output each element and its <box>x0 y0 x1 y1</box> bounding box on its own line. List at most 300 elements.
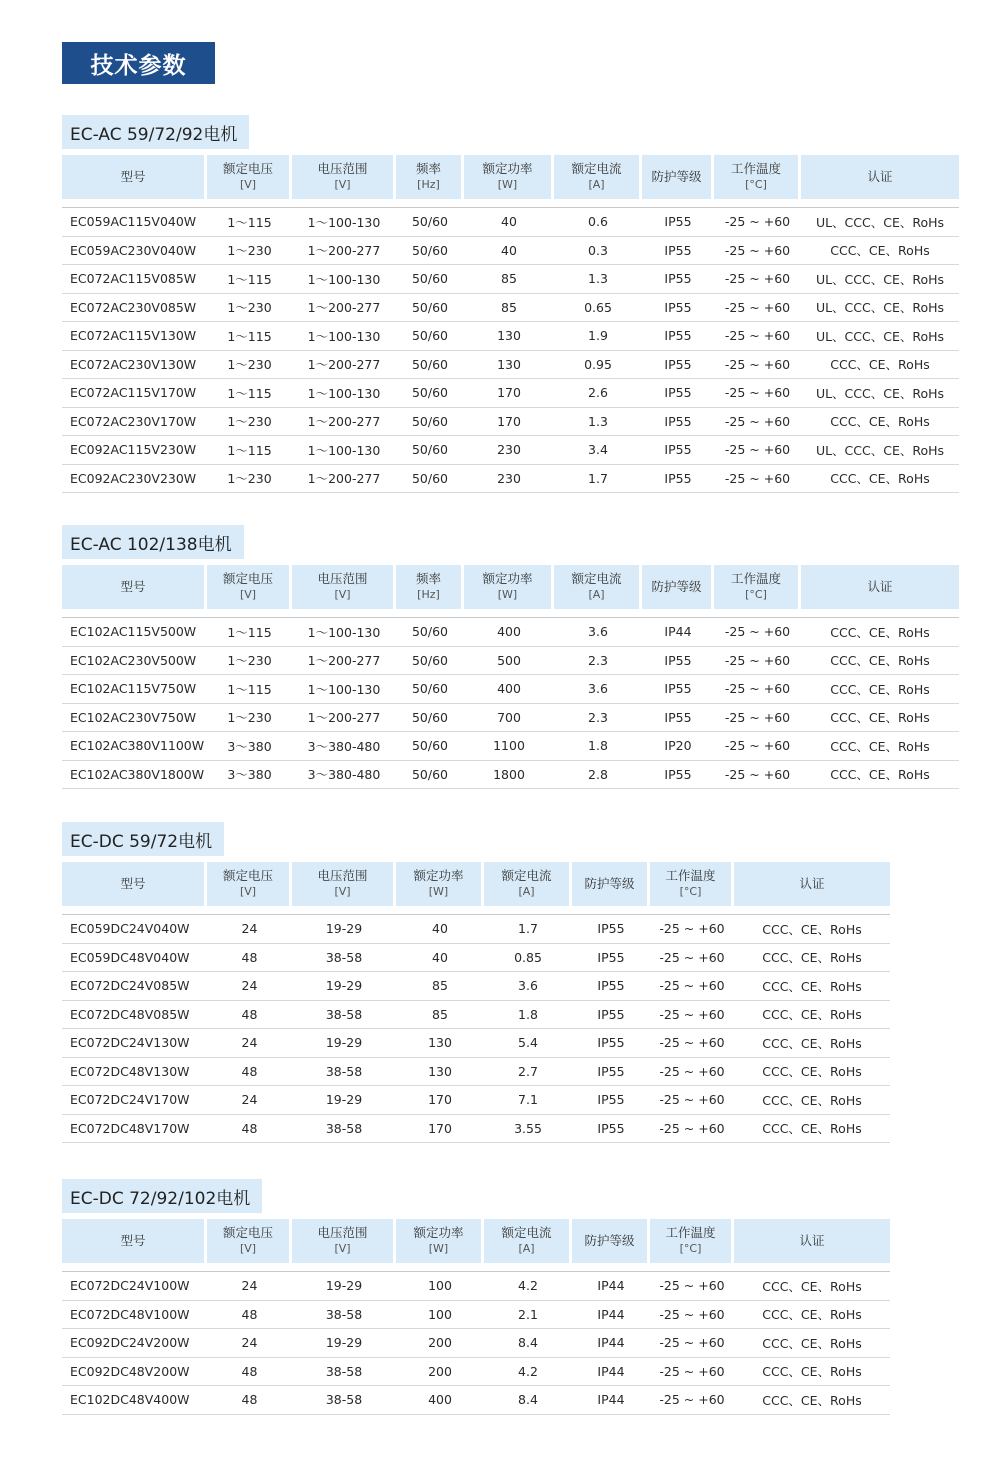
column-header-label: 电压范围 <box>317 161 368 176</box>
table-cell: IP44 <box>642 618 714 647</box>
model-cell: EC072DC48V130W <box>62 1058 207 1087</box>
column-header <box>572 862 650 906</box>
table-cell: IP44 <box>572 1329 650 1358</box>
table-cell: 85 <box>396 1001 484 1030</box>
table-cell: -25 ~ +60 <box>714 408 801 437</box>
table-cell: 1～230 <box>207 704 292 733</box>
spec-table <box>62 862 890 1143</box>
table-cell: 19-29 <box>292 1329 396 1358</box>
table-row <box>62 1058 890 1087</box>
table-cell: 38-58 <box>292 944 396 973</box>
table-row <box>62 408 959 437</box>
table-cell: CCC、CE、RoHs <box>734 1058 890 1087</box>
table-cell: 1～100-130 <box>292 436 396 465</box>
table-row <box>62 732 959 761</box>
column-header <box>292 565 396 609</box>
column-header-label: 工作温度 <box>665 1225 716 1240</box>
table-row <box>62 944 890 973</box>
table-cell: 85 <box>396 972 484 1001</box>
section-ec-dc-59-72 <box>62 822 890 1143</box>
column-header <box>396 155 464 199</box>
table-cell: 1.9 <box>554 322 642 351</box>
table-cell: CCC、CE、RoHs <box>734 1029 890 1058</box>
column-header-unit: [Hz] <box>417 178 440 191</box>
column-header-label: 工作温度 <box>665 868 716 883</box>
table-cell: IP44 <box>572 1301 650 1330</box>
column-header-label: 额定功率 <box>482 161 533 176</box>
column-header <box>62 862 207 906</box>
column-header-label: 防护等级 <box>651 169 702 184</box>
table-cell: IP55 <box>572 1086 650 1115</box>
table-cell: -25 ~ +60 <box>714 294 801 323</box>
table-cell: -25 ~ +60 <box>650 972 734 1001</box>
column-header-unit: [W] <box>497 588 518 601</box>
table-cell: CCC、CE、RoHs <box>801 732 959 761</box>
table-cell: 400 <box>396 1386 484 1415</box>
column-header-label: 额定功率 <box>482 571 533 586</box>
table-row <box>62 1386 890 1415</box>
model-cell: EC072AC230V085W <box>62 294 207 323</box>
column-header-unit: [W] <box>428 885 449 898</box>
table-cell: 50/60 <box>396 351 464 380</box>
table-cell: 2.1 <box>484 1301 572 1330</box>
column-header <box>396 565 464 609</box>
table-cell: 500 <box>464 647 554 676</box>
table-cell: 0.85 <box>484 944 572 973</box>
table-cell: IP55 <box>572 1029 650 1058</box>
spec-table <box>62 155 959 493</box>
table-cell: CCC、CE、RoHs <box>801 761 959 790</box>
table-cell: 24 <box>207 972 292 1001</box>
table-cell: 170 <box>396 1086 484 1115</box>
model-cell: EC072DC48V170W <box>62 1115 207 1144</box>
column-header-label: 防护等级 <box>584 876 635 891</box>
table-cell: 8.4 <box>484 1386 572 1415</box>
table-cell: 1～100-130 <box>292 265 396 294</box>
column-header <box>464 155 554 199</box>
table-row <box>62 915 890 944</box>
table-cell: IP55 <box>642 351 714 380</box>
column-header <box>207 565 292 609</box>
model-cell: EC072DC48V100W <box>62 1301 207 1330</box>
table-cell: CCC、CE、RoHs <box>801 351 959 380</box>
table-cell: 1～200-277 <box>292 704 396 733</box>
table-row <box>62 1029 890 1058</box>
model-cell: EC059DC48V040W <box>62 944 207 973</box>
table-cell: 4.2 <box>484 1358 572 1387</box>
column-header-unit: [V] <box>239 1242 257 1255</box>
table-cell: 8.4 <box>484 1329 572 1358</box>
header-spacer <box>62 609 959 618</box>
table-row <box>62 1329 890 1358</box>
section-title: EC-AC 59/72/92电机 <box>62 115 249 149</box>
table-cell: 50/60 <box>396 208 464 237</box>
column-header <box>801 565 959 609</box>
table-cell: 1～200-277 <box>292 465 396 494</box>
table-cell: 1.3 <box>554 265 642 294</box>
table-cell: 1～230 <box>207 465 292 494</box>
table-cell: 1～200-277 <box>292 237 396 266</box>
column-header-label: 认证 <box>799 876 825 891</box>
table-cell: -25 ~ +60 <box>714 761 801 790</box>
table-cell: 3～380-480 <box>292 732 396 761</box>
column-header-label: 型号 <box>120 1233 146 1248</box>
table-cell: 1～115 <box>207 208 292 237</box>
table-cell: CCC、CE、RoHs <box>801 408 959 437</box>
column-header-unit: [V] <box>239 178 257 191</box>
model-cell: EC092DC24V200W <box>62 1329 207 1358</box>
table-cell: 50/60 <box>396 265 464 294</box>
section-title: EC-DC 59/72电机 <box>62 822 224 856</box>
table-cell: 50/60 <box>396 408 464 437</box>
table-row <box>62 237 959 266</box>
table-cell: 400 <box>464 618 554 647</box>
table-cell: 48 <box>207 1358 292 1387</box>
table-cell: 200 <box>396 1358 484 1387</box>
table-cell: 0.95 <box>554 351 642 380</box>
table-cell: 4.2 <box>484 1272 572 1301</box>
table-cell: CCC、CE、RoHs <box>801 465 959 494</box>
column-header <box>572 1219 650 1263</box>
table-cell: IP55 <box>642 294 714 323</box>
table-cell: IP55 <box>572 1115 650 1144</box>
table-cell: 48 <box>207 1058 292 1087</box>
column-header <box>292 1219 396 1263</box>
column-header-unit: [°C] <box>745 588 767 601</box>
model-cell: EC092AC230V230W <box>62 465 207 494</box>
column-header <box>207 1219 292 1263</box>
table-cell: CCC、CE、RoHs <box>801 704 959 733</box>
table-cell: 1100 <box>464 732 554 761</box>
table-cell: IP55 <box>572 1001 650 1030</box>
table-row <box>62 675 959 704</box>
column-header <box>484 1219 572 1263</box>
table-cell: 0.6 <box>554 208 642 237</box>
column-header <box>650 1219 734 1263</box>
table-cell: 19-29 <box>292 1086 396 1115</box>
section-title: EC-AC 102/138电机 <box>62 525 244 559</box>
table-cell: 1.8 <box>484 1001 572 1030</box>
column-header <box>650 862 734 906</box>
table-cell: 38-58 <box>292 1301 396 1330</box>
table-cell: IP55 <box>642 465 714 494</box>
table-cell: CCC、CE、RoHs <box>801 618 959 647</box>
spacer-cell <box>62 906 890 915</box>
column-header <box>554 155 642 199</box>
table-row <box>62 1301 890 1330</box>
table-cell: 40 <box>396 944 484 973</box>
table-cell: 40 <box>464 237 554 266</box>
table-cell: 1～230 <box>207 647 292 676</box>
table-cell: -25 ~ +60 <box>650 1115 734 1144</box>
table-cell: -25 ~ +60 <box>714 322 801 351</box>
column-header-unit: [A] <box>588 588 605 601</box>
table-row <box>62 465 959 494</box>
table-cell: 1～100-130 <box>292 322 396 351</box>
table-row <box>62 1358 890 1387</box>
column-header <box>62 565 207 609</box>
table-cell: 1～230 <box>207 351 292 380</box>
column-header-unit: [A] <box>588 178 605 191</box>
table-cell: -25 ~ +60 <box>650 1386 734 1415</box>
table-cell: IP55 <box>572 915 650 944</box>
column-header-label: 额定电流 <box>501 868 552 883</box>
table-cell: 40 <box>464 208 554 237</box>
column-header-label: 频率 <box>415 161 441 176</box>
table-cell: 50/60 <box>396 237 464 266</box>
table-cell: UL、CCC、CE、RoHs <box>801 208 959 237</box>
section-title: EC-DC 72/92/102电机 <box>62 1179 262 1213</box>
table-cell: -25 ~ +60 <box>714 265 801 294</box>
table-cell: 1～100-130 <box>292 618 396 647</box>
table-cell: CCC、CE、RoHs <box>734 915 890 944</box>
table-cell: 3～380 <box>207 761 292 790</box>
table-cell: 19-29 <box>292 915 396 944</box>
table-cell: UL、CCC、CE、RoHs <box>801 436 959 465</box>
column-header-unit: [W] <box>428 1242 449 1255</box>
table-cell: 700 <box>464 704 554 733</box>
table-cell: IP44 <box>572 1272 650 1301</box>
table-cell: -25 ~ +60 <box>650 915 734 944</box>
column-header <box>484 862 572 906</box>
table-cell: 48 <box>207 944 292 973</box>
table-row <box>62 1115 890 1144</box>
table-cell: -25 ~ +60 <box>714 436 801 465</box>
column-header <box>801 155 959 199</box>
table-cell: 3～380-480 <box>292 761 396 790</box>
table-cell: -25 ~ +60 <box>650 1272 734 1301</box>
column-header-unit: [°C] <box>745 178 767 191</box>
table-cell: -25 ~ +60 <box>650 1058 734 1087</box>
spec-table <box>62 565 959 789</box>
column-header-label: 防护等级 <box>651 579 702 594</box>
table-cell: 1～200-277 <box>292 294 396 323</box>
table-cell: -25 ~ +60 <box>650 1086 734 1115</box>
table-cell: UL、CCC、CE、RoHs <box>801 322 959 351</box>
column-header-label: 认证 <box>799 1233 825 1248</box>
table-cell: -25 ~ +60 <box>650 1301 734 1330</box>
table-cell: -25 ~ +60 <box>714 465 801 494</box>
table-cell: CCC、CE、RoHs <box>734 1086 890 1115</box>
table-cell: 3.6 <box>484 972 572 1001</box>
table-cell: 50/60 <box>396 618 464 647</box>
table-cell: IP44 <box>572 1358 650 1387</box>
table-cell: 2.3 <box>554 704 642 733</box>
table-cell: 1～200-277 <box>292 351 396 380</box>
model-cell: EC102AC115V500W <box>62 618 207 647</box>
column-header <box>464 565 554 609</box>
table-cell: 2.7 <box>484 1058 572 1087</box>
table-cell: 38-58 <box>292 1058 396 1087</box>
table-cell: 1～100-130 <box>292 208 396 237</box>
table-cell: CCC、CE、RoHs <box>734 1272 890 1301</box>
table-cell: CCC、CE、RoHs <box>801 675 959 704</box>
section-ec-ac-102-138 <box>62 525 959 789</box>
column-header-label: 额定功率 <box>413 1225 464 1240</box>
table-row <box>62 1001 890 1030</box>
model-cell: EC059AC230V040W <box>62 237 207 266</box>
table-cell: 48 <box>207 1115 292 1144</box>
table-row <box>62 265 959 294</box>
table-cell: 1800 <box>464 761 554 790</box>
column-header-unit: [A] <box>518 885 535 898</box>
spacer-cell <box>62 609 959 618</box>
table-cell: 100 <box>396 1272 484 1301</box>
table-cell: 50/60 <box>396 732 464 761</box>
table-cell: 24 <box>207 1272 292 1301</box>
table-cell: 85 <box>464 294 554 323</box>
column-header-label: 额定电流 <box>501 1225 552 1240</box>
column-header-label: 额定电压 <box>222 161 273 176</box>
table-cell: CCC、CE、RoHs <box>734 1001 890 1030</box>
table-row <box>62 208 959 237</box>
model-cell: EC059DC24V040W <box>62 915 207 944</box>
table-cell: 1～200-277 <box>292 647 396 676</box>
model-cell: EC072AC230V170W <box>62 408 207 437</box>
table-cell: 3～380 <box>207 732 292 761</box>
table-cell: CCC、CE、RoHs <box>734 1115 890 1144</box>
table-cell: IP44 <box>572 1386 650 1415</box>
table-cell: 0.3 <box>554 237 642 266</box>
table-cell: 130 <box>464 351 554 380</box>
table-cell: 50/60 <box>396 761 464 790</box>
table-cell: 130 <box>396 1029 484 1058</box>
table-cell: -25 ~ +60 <box>714 732 801 761</box>
table-cell: 1～100-130 <box>292 675 396 704</box>
model-cell: EC059AC115V040W <box>62 208 207 237</box>
column-header <box>554 565 642 609</box>
column-header <box>714 565 801 609</box>
column-header-unit: [°C] <box>679 885 702 898</box>
column-header-label: 认证 <box>867 169 893 184</box>
column-header-label: 额定电压 <box>222 1225 273 1240</box>
model-cell: EC102DC48V400W <box>62 1386 207 1415</box>
table-cell: UL、CCC、CE、RoHs <box>801 379 959 408</box>
table-cell: 50/60 <box>396 465 464 494</box>
table-cell: 48 <box>207 1301 292 1330</box>
column-header-unit: [V] <box>334 178 351 191</box>
table-cell: 24 <box>207 915 292 944</box>
table-cell: IP20 <box>642 732 714 761</box>
column-header-unit: [V] <box>334 588 351 601</box>
table-cell: 38-58 <box>292 1386 396 1415</box>
model-cell: EC092AC115V230W <box>62 436 207 465</box>
table-cell: 19-29 <box>292 1029 396 1058</box>
spacer-cell <box>62 199 959 208</box>
table-cell: 1～115 <box>207 265 292 294</box>
model-cell: EC072DC24V170W <box>62 1086 207 1115</box>
column-header <box>714 155 801 199</box>
table-cell: CCC、CE、RoHs <box>801 237 959 266</box>
table-cell: -25 ~ +60 <box>650 944 734 973</box>
column-header <box>292 155 396 199</box>
column-header-label: 电压范围 <box>317 1225 368 1240</box>
table-cell: 40 <box>396 915 484 944</box>
model-cell: EC072AC230V130W <box>62 351 207 380</box>
column-header-unit: [V] <box>334 885 351 898</box>
table-cell: 400 <box>464 675 554 704</box>
table-cell: CCC、CE、RoHs <box>734 1329 890 1358</box>
table-cell: 1～115 <box>207 675 292 704</box>
table-cell: -25 ~ +60 <box>650 1029 734 1058</box>
section-ec-dc-72-92-102 <box>62 1179 890 1415</box>
model-cell: EC072DC48V085W <box>62 1001 207 1030</box>
table-cell: 1.7 <box>484 915 572 944</box>
column-header-label: 额定电压 <box>222 868 273 883</box>
table-cell: CCC、CE、RoHs <box>734 944 890 973</box>
table-cell: IP55 <box>642 761 714 790</box>
column-header-label: 型号 <box>120 579 146 594</box>
table-cell: 1～230 <box>207 294 292 323</box>
table-cell: 5.4 <box>484 1029 572 1058</box>
table-row <box>62 618 959 647</box>
column-header-unit: [V] <box>239 885 257 898</box>
table-cell: IP55 <box>642 647 714 676</box>
table-cell: CCC、CE、RoHs <box>801 647 959 676</box>
table-cell: 170 <box>464 408 554 437</box>
table-cell: 38-58 <box>292 1358 396 1387</box>
model-cell: EC072DC24V130W <box>62 1029 207 1058</box>
table-cell: -25 ~ +60 <box>714 351 801 380</box>
table-cell: 19-29 <box>292 972 396 1001</box>
table-cell: 130 <box>464 322 554 351</box>
table-cell: 2.3 <box>554 647 642 676</box>
table-cell: 200 <box>396 1329 484 1358</box>
column-header <box>396 1219 484 1263</box>
table-cell: -25 ~ +60 <box>714 675 801 704</box>
table-cell: 48 <box>207 1001 292 1030</box>
header-spacer <box>62 906 890 915</box>
table-cell: 170 <box>396 1115 484 1144</box>
table-cell: 38-58 <box>292 1001 396 1030</box>
column-header <box>62 155 207 199</box>
table-row <box>62 322 959 351</box>
table-cell: 50/60 <box>396 436 464 465</box>
column-header-label: 电压范围 <box>317 571 368 586</box>
table-cell: 3.6 <box>554 675 642 704</box>
table-cell: -25 ~ +60 <box>714 647 801 676</box>
table-cell: 1～115 <box>207 379 292 408</box>
column-header-label: 型号 <box>120 169 146 184</box>
table-cell: -25 ~ +60 <box>714 379 801 408</box>
model-cell: EC072AC115V130W <box>62 322 207 351</box>
table-cell: -25 ~ +60 <box>714 237 801 266</box>
table-cell: 48 <box>207 1386 292 1415</box>
table-cell: 50/60 <box>396 322 464 351</box>
model-cell: EC102AC380V1100W <box>62 732 207 761</box>
table-cell: CCC、CE、RoHs <box>734 972 890 1001</box>
table-cell: -25 ~ +60 <box>714 208 801 237</box>
column-header-unit: [A] <box>518 1242 535 1255</box>
table-cell: 2.6 <box>554 379 642 408</box>
column-header-label: 防护等级 <box>584 1233 635 1248</box>
model-cell: EC072AC115V085W <box>62 265 207 294</box>
column-header-label: 额定电压 <box>222 571 273 586</box>
column-header-label: 型号 <box>120 876 146 891</box>
model-cell: EC072DC24V085W <box>62 972 207 1001</box>
table-cell: UL、CCC、CE、RoHs <box>801 294 959 323</box>
table-row <box>62 704 959 733</box>
table-cell: IP55 <box>642 208 714 237</box>
table-cell: 1～230 <box>207 408 292 437</box>
table-row <box>62 1086 890 1115</box>
column-header <box>734 862 890 906</box>
column-header-label: 额定电流 <box>571 161 622 176</box>
column-header-unit: [V] <box>334 1242 351 1255</box>
column-header-unit: [W] <box>497 178 518 191</box>
table-cell: 3.4 <box>554 436 642 465</box>
column-header <box>207 862 292 906</box>
